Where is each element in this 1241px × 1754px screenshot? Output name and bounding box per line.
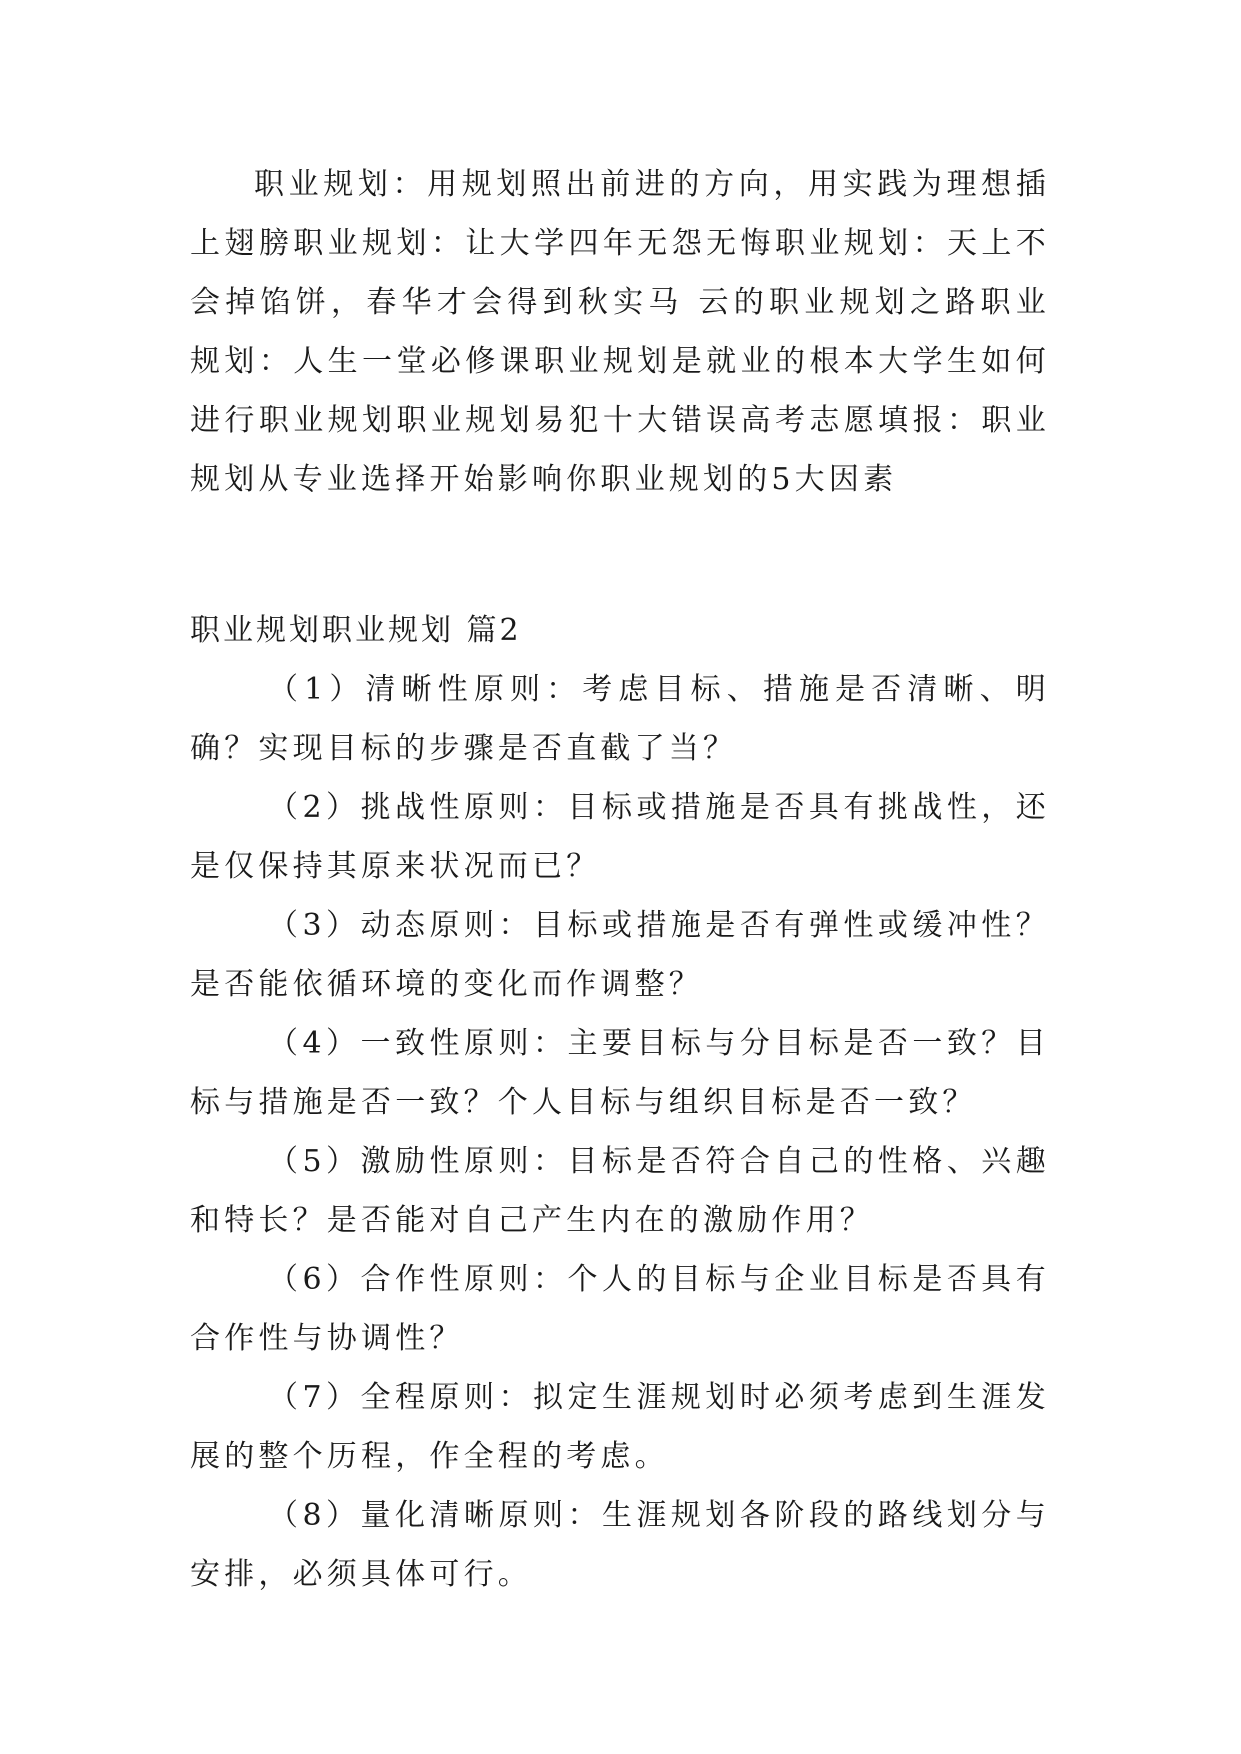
principle-paragraph: （5）激励性原则：目标是否符合自己的性格、兴趣和特长？是否能对自己产生内在的激励作用？ bbox=[190, 1144, 1050, 1238]
principle-paragraph: （6）合作性原则：个人的目标与企业目标是否具有合作性与协调性？ bbox=[190, 1262, 1050, 1356]
principle-paragraph: （2）挑战性原则：目标或措施是否具有挑战性，还是仅保持其原来状况而已？ bbox=[190, 790, 1050, 884]
principle-paragraph: （8）量化清晰原则：生涯规划各阶段的路线划分与安排，必须具体可行。 bbox=[190, 1498, 1050, 1592]
principle-paragraph: （7）全程原则：拟定生涯规划时必须考虑到生涯发展的整个历程，作全程的考虑。 bbox=[190, 1380, 1050, 1474]
principle-paragraph: （1）清晰性原则：考虑目标、措施是否清晰、明确？实现目标的步骤是否直截了当？ bbox=[190, 672, 1050, 766]
principle-paragraph: （3）动态原则：目标或措施是否有弹性或缓冲性？是否能依循环境的变化而作调整？ bbox=[190, 908, 1050, 1002]
document-page bbox=[190, 155, 1050, 1604]
principle-paragraph: （4）一致性原则：主要目标与分目标是否一致？目标与措施是否一致？个人目标与组织目标是否一致？ bbox=[190, 1026, 1050, 1120]
section-title: 职业规划职业规划 篇2 bbox=[190, 613, 522, 648]
intro-paragraph: 职业规划：用规划照出前进的方向，用实践为理想插上翅膀职业规划：让大学四年无怨无悔职业规划：天上不会掉馅饼，春华才会得到秋实马 云的职业规划之路职业规划：人生一堂必修课职业规划是就业的根本大学生如何进行职业规划职业规划易犯十大错误高考志愿填报：职业规划从专业选择开始影响你职业规划的5大因素 bbox=[190, 167, 1050, 497]
